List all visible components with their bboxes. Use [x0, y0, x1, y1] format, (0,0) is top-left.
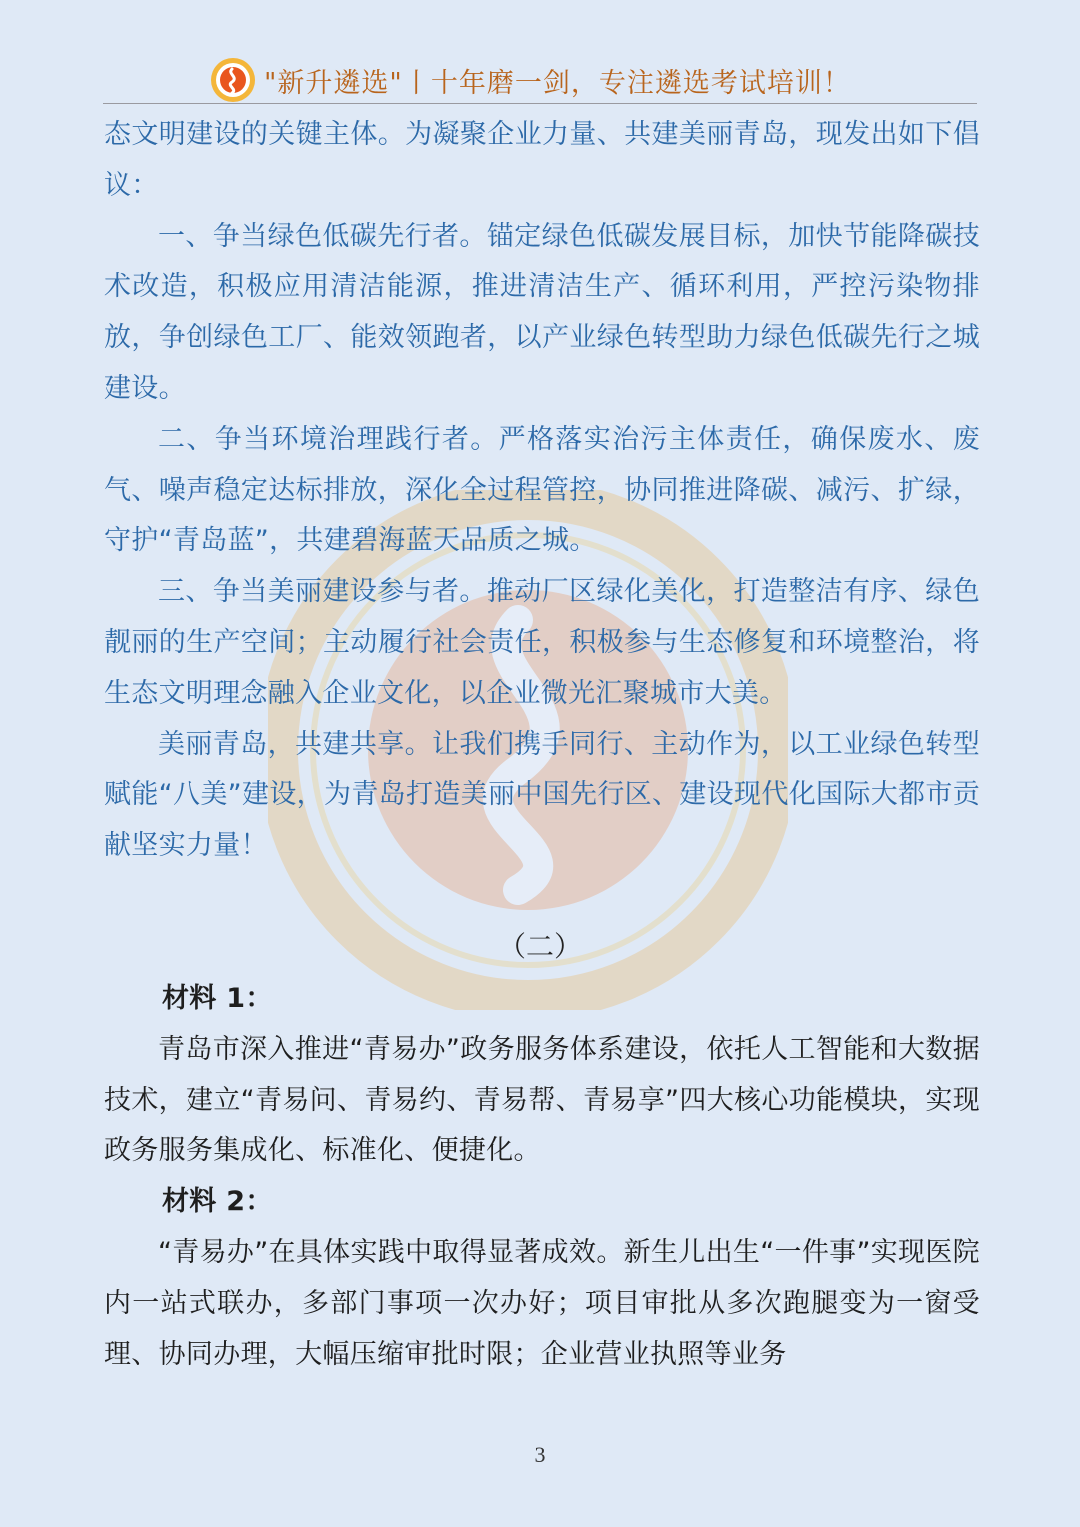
materials [104, 974, 980, 1380]
paragraph: 美丽青岛，共建共享。让我们携手同行、主动作为，以工业绿色转型赋能“八美”建设，为青岛打造美丽中国先行区、建设现代化国际大都市贡献坚实力量！ [104, 728, 980, 862]
header-divider [103, 103, 977, 104]
header-title: "新升遴选"丨十年磨一剑，专注遴选考试培训！ [264, 67, 851, 99]
material-label: 材料 1： [162, 983, 273, 1014]
paragraph: 三、争当美丽建设参与者。推动厂区绿化美化，打造整洁有序、绿色靓丽的生产空间；主动履行社会责任，积极参与生态修复和环境整治，将生态文明理念融入企业文化，以企业微光汇聚城市大美。 [104, 576, 980, 709]
header [210, 56, 851, 104]
page-number: 3 [534, 1442, 546, 1467]
material-text: 青岛市深入推进“青易办”政务服务体系建设，依托人工智能和大数据技术，建立“青易问、青易约、青易帮、青易享”四大核心功能模块，实现政务服务集成化、标准化、便捷化。 [104, 1033, 980, 1167]
material-text: “青易办”在具体实践中取得显著成效。新生儿出生“一件事”实现医院内一站式联办，多部门事项一次办好；项目审批从多次跑腿变为一窗受理、协同办理，大幅压缩审批时限；企业营业执照等业务 [104, 1236, 980, 1370]
paragraph: 一、争当绿色低碳先行者。锚定绿色低碳发展目标，加快节能降碳技术改造，积极应用清洁能源，推进清洁生产、循环利用，严控污染物排放，争创绿色工厂、能效领跑者，以产业绿色转型助力绿色低碳先行之城建设。 [104, 220, 980, 404]
xinsheng-logo-icon [210, 57, 256, 103]
paragraph: 二、争当环境治理践行者。严格落实治污主体责任，确保废水、废气、噪声稳定达标排放，深化全过程管控，协同推进降碳、减污、扩绿，守护“青岛蓝”，共建碧海蓝天品质之城。 [104, 423, 980, 557]
material-label: 材料 2： [162, 1186, 273, 1218]
proposal-text [104, 110, 980, 872]
paragraph: 态文明建设的关键主体。为凝聚企业力量、共建美丽青岛，现发出如下倡议： [104, 119, 980, 201]
section-title: （二） [497, 930, 582, 963]
